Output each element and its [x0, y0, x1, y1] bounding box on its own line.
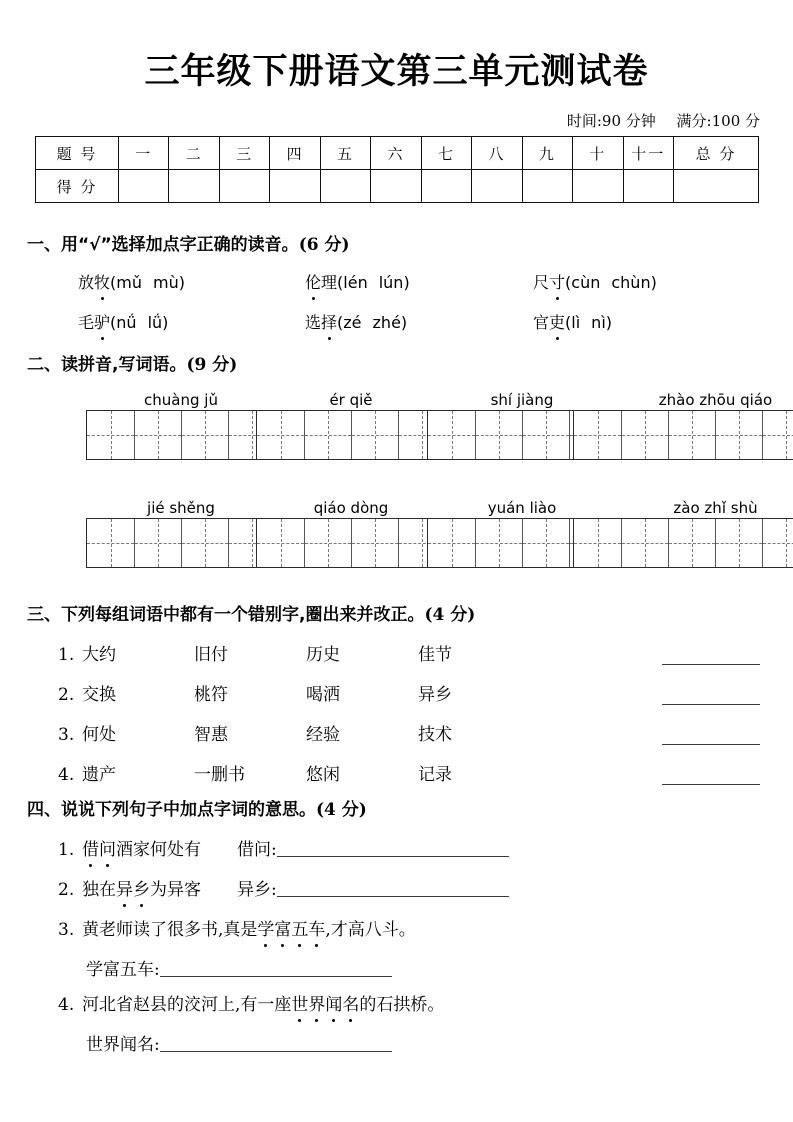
- pinyin-choice-item-1[interactable]: 放牧(mǔ mù): [78, 270, 185, 293]
- dotted-char: 闻: [325, 990, 342, 1015]
- explain-answer-3: [86, 955, 392, 980]
- grid-cell[interactable]: [574, 411, 621, 459]
- grid-cell[interactable]: [304, 519, 351, 567]
- word-option[interactable]: 经验: [306, 725, 340, 745]
- row-number: 4.: [58, 765, 75, 785]
- grid-cell[interactable]: [668, 411, 715, 459]
- score-table-label-question: 题 号: [36, 137, 119, 170]
- sentence-rest: 酒家何处有: [116, 840, 201, 860]
- choice-b[interactable]: lǘ: [147, 313, 163, 332]
- score-table-col-1: 一: [119, 137, 169, 170]
- dotted-char: 问: [99, 835, 116, 860]
- pinyin-choice-item-3[interactable]: 尺寸(cùn chùn): [533, 270, 657, 293]
- word-option[interactable]: 悠闲: [306, 765, 340, 785]
- grid-cell[interactable]: [522, 411, 569, 459]
- word-option[interactable]: 大约: [82, 645, 116, 665]
- row-number: 3.: [58, 920, 75, 940]
- row-number: 1.: [58, 645, 75, 665]
- explain-word-row-3: [58, 915, 416, 940]
- word-option[interactable]: 遗产: [82, 765, 116, 785]
- correction-line-4[interactable]: [662, 784, 760, 785]
- score-table-col-10: 十: [573, 137, 623, 170]
- score-table-col-11: 十一: [623, 137, 673, 170]
- choice-a[interactable]: lì: [571, 313, 581, 332]
- explain-answer-4: [86, 1030, 392, 1055]
- word-suffix: 理: [321, 273, 338, 292]
- grid-cell[interactable]: [475, 519, 522, 567]
- score-cell-1[interactable]: [119, 170, 169, 203]
- explain-word-row-1: [58, 835, 509, 860]
- word-option[interactable]: 桃符: [194, 685, 228, 705]
- grid-cell[interactable]: [134, 411, 181, 459]
- tian-zi-ge-grid[interactable]: [256, 410, 446, 460]
- choice-b[interactable]: chùn: [611, 273, 651, 292]
- grid-cell[interactable]: [181, 411, 228, 459]
- section-3-heading: [27, 600, 475, 625]
- pinyin-choice-item-2[interactable]: 伦理(lén lún): [305, 270, 410, 293]
- section-1-heading: [27, 230, 350, 255]
- word-option[interactable]: 佳节: [418, 645, 452, 665]
- score-table-col-total: 总 分: [674, 137, 759, 170]
- score-cell-5[interactable]: [320, 170, 370, 203]
- dotted-char: 寸: [549, 270, 565, 293]
- grid-cell[interactable]: [351, 519, 398, 567]
- score-cell-3[interactable]: [219, 170, 269, 203]
- score-cell-4[interactable]: [270, 170, 320, 203]
- dotted-char: 世: [291, 990, 308, 1015]
- dotted-char: 异: [116, 875, 133, 900]
- section-1-points: (6 分): [298, 235, 350, 255]
- exam-full-marks: 满分:100 分: [676, 112, 760, 130]
- score-table-col-2: 二: [169, 137, 219, 170]
- dotted-char: 吏: [549, 310, 565, 333]
- answer-line[interactable]: [160, 1034, 392, 1052]
- correction-line-2[interactable]: [662, 704, 760, 705]
- score-cell-11[interactable]: [623, 170, 673, 203]
- explain-word-row-2: [58, 875, 509, 900]
- grid-pinyin-label: chuàng jǔ: [144, 391, 218, 409]
- grid-pinyin-label: yuán liào: [487, 499, 557, 517]
- answer-prompt: 异乡:: [237, 880, 277, 900]
- section-3-title: 三、下列每组词语中都有一个错别字,圈出来并改正。: [27, 605, 425, 625]
- correction-line-3[interactable]: [662, 744, 760, 745]
- grid-cell[interactable]: [715, 411, 762, 459]
- grid-pinyin-label: jié shěng: [147, 499, 215, 517]
- pinyin-choice-item-4[interactable]: 毛驴(nǘ lǘ): [78, 310, 168, 333]
- writing-grid-block-2: [256, 390, 446, 460]
- dotted-char: 车: [308, 915, 325, 940]
- sentence-lead: 河北省赵县的洨河上,有一座: [82, 995, 292, 1015]
- grid-pinyin-label: qiáo dòng: [313, 499, 389, 517]
- grid-cell[interactable]: [428, 411, 475, 459]
- page-title: 三年级下册语文第三单元测试卷: [144, 51, 649, 92]
- grid-pinyin-label: zhào zhōu qiáo: [658, 391, 773, 409]
- grid-cell[interactable]: [621, 411, 668, 459]
- grid-cell[interactable]: [428, 519, 475, 567]
- section-2-points: (9 分): [186, 355, 238, 375]
- grid-cell[interactable]: [621, 519, 668, 567]
- pinyin-choice-item-5[interactable]: 选择(zé zhé): [305, 310, 407, 333]
- word-option[interactable]: 智惠: [194, 725, 228, 745]
- correction-line-1[interactable]: [662, 664, 760, 665]
- score-table-col-9: 九: [522, 137, 572, 170]
- choice-a[interactable]: lén: [343, 273, 368, 292]
- grid-cell[interactable]: [87, 519, 134, 567]
- sentence-rest: 的石拱桥。: [359, 995, 445, 1015]
- grid-cell[interactable]: [257, 411, 304, 459]
- score-cell-7[interactable]: [421, 170, 471, 203]
- dotted-char: 驴: [94, 310, 110, 333]
- answer-prompt: 世界闻名:: [86, 1035, 160, 1055]
- dotted-char: 借: [82, 835, 99, 860]
- score-table-col-6: 六: [371, 137, 421, 170]
- choice-a[interactable]: mǔ: [116, 273, 143, 292]
- dotted-char: 伦: [305, 270, 321, 293]
- row-number: 1.: [58, 840, 75, 860]
- word-option[interactable]: 交换: [82, 685, 116, 705]
- score-cell-2[interactable]: [169, 170, 219, 203]
- dotted-char: 学: [257, 915, 274, 940]
- word-option[interactable]: 旧付: [194, 645, 228, 665]
- answer-line[interactable]: [277, 839, 509, 857]
- section-4-points: (4 分): [316, 800, 367, 820]
- choice-a[interactable]: zé: [343, 313, 362, 332]
- answer-prompt: 借问:: [237, 840, 277, 860]
- answer-line[interactable]: [277, 879, 509, 897]
- wrong-char-row-1: [58, 640, 452, 665]
- score-table-col-4: 四: [270, 137, 320, 170]
- dotted-char: 富: [274, 915, 291, 940]
- tian-zi-ge-grid[interactable]: [573, 410, 793, 460]
- sentence-lead: 黄老师读了很多书,真是: [82, 920, 258, 940]
- word-option[interactable]: 历史: [306, 645, 340, 665]
- score-table-label-score: 得 分: [36, 170, 119, 203]
- section-2-heading: [27, 350, 237, 375]
- writing-grid-block-4: [573, 390, 793, 460]
- exam-meta: [551, 110, 760, 131]
- grid-cell[interactable]: [304, 411, 351, 459]
- score-cell-6[interactable]: [371, 170, 421, 203]
- grid-pinyin-label: shí jiàng: [490, 391, 554, 409]
- section-4-title: 四、说说下列句子中加点字词的意思。: [27, 800, 316, 820]
- score-table-col-3: 三: [219, 137, 269, 170]
- dotted-phrase: [116, 880, 150, 900]
- word-option[interactable]: 技术: [418, 725, 452, 745]
- explain-word-row-4: [58, 990, 444, 1015]
- grid-cell[interactable]: [257, 519, 304, 567]
- score-table: [35, 136, 759, 203]
- writing-grid-block-1: [86, 390, 276, 460]
- word-prefix: 官: [533, 313, 550, 332]
- section-1-title: 一、用“√”选择加点字正确的读音。: [27, 235, 299, 255]
- sentence-rest: 为异客: [150, 880, 201, 900]
- word-option[interactable]: 何处: [82, 725, 116, 745]
- score-cell-9[interactable]: [522, 170, 572, 203]
- dotted-char: 五: [291, 915, 308, 940]
- tian-zi-ge-grid[interactable]: [86, 410, 276, 460]
- word-prefix: 毛: [78, 313, 95, 332]
- score-table-col-7: 七: [421, 137, 471, 170]
- grid-cell[interactable]: [522, 519, 569, 567]
- dotted-char: 界: [308, 990, 325, 1015]
- dotted-phrase: [291, 995, 359, 1015]
- answer-prompt: 学富五车:: [86, 960, 160, 980]
- tian-zi-ge-grid[interactable]: [573, 518, 793, 568]
- word-option[interactable]: 一删书: [194, 765, 245, 785]
- choice-b[interactable]: nì: [591, 313, 606, 332]
- grid-cell[interactable]: [668, 519, 715, 567]
- dotted-char: 牧: [94, 270, 110, 293]
- grid-pinyin-label: ér qiě: [329, 391, 373, 409]
- section-3-points: (4 分): [424, 605, 476, 625]
- choice-b[interactable]: mù: [153, 273, 179, 292]
- grid-cell[interactable]: [134, 519, 181, 567]
- tian-zi-ge-grid[interactable]: [86, 518, 276, 568]
- grid-cell[interactable]: [87, 411, 134, 459]
- grid-cell[interactable]: [351, 411, 398, 459]
- grid-cell[interactable]: [762, 411, 793, 459]
- row-number: 3.: [58, 725, 75, 745]
- writing-grid-block-6: [256, 498, 446, 568]
- dotted-char: 乡: [133, 875, 150, 900]
- section-4-heading: [27, 795, 367, 820]
- score-cell-total[interactable]: [674, 170, 759, 203]
- row-number: 2.: [58, 880, 75, 900]
- word-prefix: 放: [78, 273, 95, 292]
- grid-cell[interactable]: [715, 519, 762, 567]
- pinyin-choice-item-6[interactable]: 官吏(lì nì): [533, 310, 612, 333]
- grid-cell[interactable]: [574, 519, 621, 567]
- score-cell-8[interactable]: [472, 170, 522, 203]
- choice-a[interactable]: nǘ: [116, 313, 137, 332]
- grid-pinyin-label: zào zhǐ shù: [673, 499, 758, 517]
- grid-cell[interactable]: [762, 519, 793, 567]
- writing-grid-block-8: [573, 498, 793, 568]
- table-row-question-numbers: [36, 137, 759, 170]
- sentence-rest: ,才高八斗。: [325, 920, 416, 940]
- choice-a[interactable]: cùn: [571, 273, 601, 292]
- dotted-char: 择: [321, 310, 337, 333]
- dotted-phrase: [257, 920, 325, 940]
- word-option[interactable]: 喝洒: [306, 685, 340, 705]
- score-table-col-5: 五: [320, 137, 370, 170]
- choice-b[interactable]: zhé: [372, 313, 401, 332]
- word-prefix: 尺: [533, 273, 550, 292]
- row-number: 4.: [58, 995, 75, 1015]
- dotted-phrase: [82, 840, 116, 860]
- row-number: 2.: [58, 685, 75, 705]
- table-row-scores: [36, 170, 759, 203]
- tian-zi-ge-grid[interactable]: [256, 518, 446, 568]
- grid-cell[interactable]: [475, 411, 522, 459]
- wrong-char-row-4: [58, 760, 452, 785]
- dotted-char: 名: [342, 990, 359, 1015]
- wrong-char-row-3: [58, 720, 452, 745]
- section-2-title: 二、读拼音,写词语。: [27, 355, 187, 375]
- sentence-lead: 独在: [82, 880, 116, 900]
- score-table-col-8: 八: [472, 137, 522, 170]
- answer-line[interactable]: [160, 959, 392, 977]
- writing-grid-block-5: [86, 498, 276, 568]
- choice-b[interactable]: lún: [378, 273, 404, 292]
- word-prefix: 选: [305, 313, 322, 332]
- grid-cell[interactable]: [181, 519, 228, 567]
- word-option[interactable]: 异乡: [418, 685, 452, 705]
- wrong-char-row-2: [58, 680, 452, 705]
- score-cell-10[interactable]: [573, 170, 623, 203]
- exam-duration: 时间:90 分钟: [566, 112, 656, 130]
- word-option[interactable]: 记录: [418, 765, 452, 785]
